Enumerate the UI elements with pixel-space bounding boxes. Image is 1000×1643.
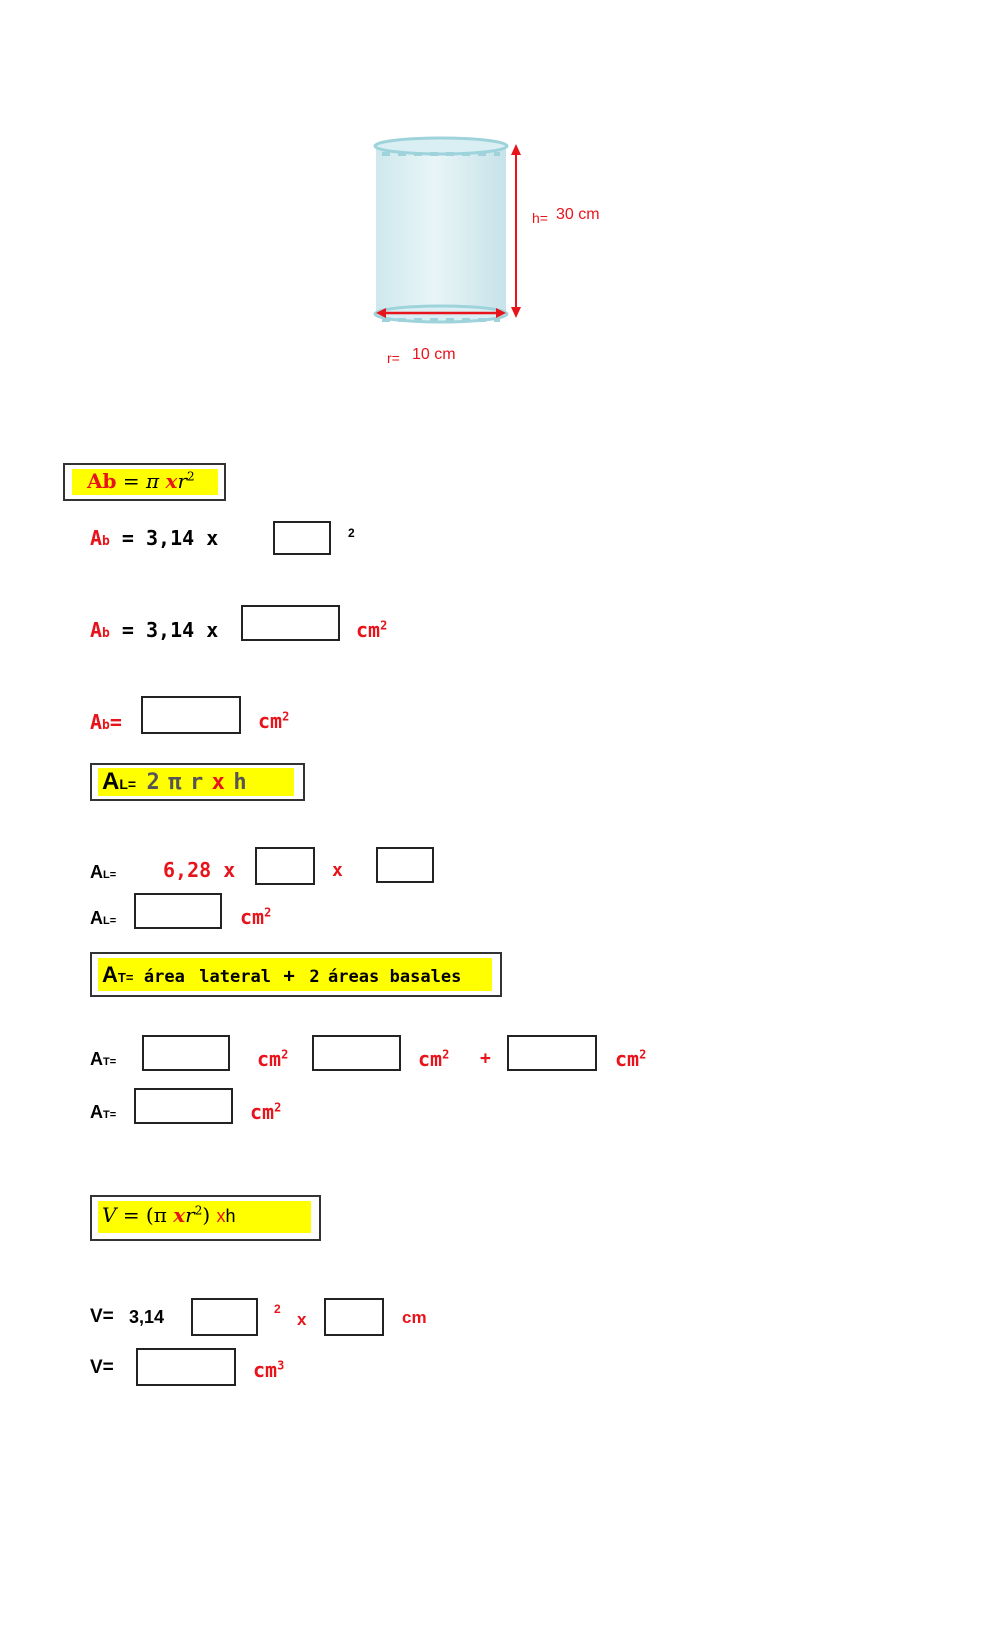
volume-label-1: V= bbox=[90, 1306, 114, 1327]
volume-unit-result: $cm^3$ bbox=[253, 1358, 285, 1382]
step-lateral-2-label: AL= bbox=[90, 908, 117, 928]
total-plus: + bbox=[480, 1048, 491, 1069]
volume-times: x bbox=[297, 1310, 307, 1329]
total-input-2[interactable] bbox=[312, 1035, 401, 1071]
volume-radius-input[interactable] bbox=[191, 1298, 258, 1336]
radius-value: 10 cm bbox=[412, 346, 456, 363]
volume-label-2: V= bbox=[90, 1357, 114, 1378]
formula-total: AT= área lateral + 2 áreas basales bbox=[102, 962, 462, 987]
formula-lateral: AL= 2 π r x h bbox=[102, 768, 247, 795]
formula-base: Ab = π $xr^2$ bbox=[87, 469, 195, 493]
step-lateral-1-label: AL= bbox=[90, 862, 117, 882]
step-base-3: Ab= bbox=[90, 710, 122, 734]
radius-label: r= bbox=[387, 350, 400, 366]
total-unit-1: $cm^2$ bbox=[257, 1047, 289, 1071]
step-base-2: Ab = 3,14 x bbox=[90, 618, 219, 642]
total-unit-result: $cm^2$ bbox=[250, 1100, 282, 1124]
cylinder-body bbox=[376, 146, 506, 314]
base-unit-2: $cm^2$ bbox=[356, 618, 388, 642]
height-value: 30 cm bbox=[556, 206, 600, 223]
volume-pi-value: 3,14 bbox=[129, 1307, 165, 1327]
volume-exponent: 2 bbox=[274, 1302, 281, 1316]
cylinder-figure bbox=[360, 128, 620, 368]
total-unit-2: $cm^2$ bbox=[418, 1047, 450, 1071]
total-unit-3: $cm^2$ bbox=[615, 1047, 647, 1071]
step-total-2-label: AT= bbox=[90, 1102, 117, 1122]
base-radius-input[interactable] bbox=[273, 521, 331, 555]
total-area-result-input[interactable] bbox=[134, 1088, 233, 1124]
volume-height-input[interactable] bbox=[324, 1298, 384, 1336]
step-total-1-label: AT= bbox=[90, 1049, 117, 1069]
lateral-height-input[interactable] bbox=[376, 847, 434, 883]
volume-result-input[interactable] bbox=[136, 1348, 236, 1386]
lateral-area-result-input[interactable] bbox=[134, 893, 222, 929]
total-input-1[interactable] bbox=[142, 1035, 230, 1071]
lateral-unit: $cm^2$ bbox=[240, 905, 272, 929]
volume-unit-1: cm bbox=[402, 1308, 427, 1327]
base-unit-3: $cm^2$ bbox=[258, 709, 290, 733]
lateral-times: x bbox=[332, 860, 343, 881]
total-input-3[interactable] bbox=[507, 1035, 597, 1071]
base-radius-squared-input[interactable] bbox=[241, 605, 340, 641]
formula-volume: V = (π $xr^2$) xh bbox=[102, 1203, 236, 1227]
lateral-radius-input[interactable] bbox=[255, 847, 315, 885]
base-exponent: 2 bbox=[348, 526, 355, 540]
base-area-result-input[interactable] bbox=[141, 696, 241, 734]
lateral-coefficient: 6,28 x bbox=[163, 858, 236, 882]
step-base-1: Ab = 3,14 x bbox=[90, 526, 219, 550]
height-label: h= bbox=[532, 210, 548, 226]
cylinder-top bbox=[375, 138, 507, 154]
